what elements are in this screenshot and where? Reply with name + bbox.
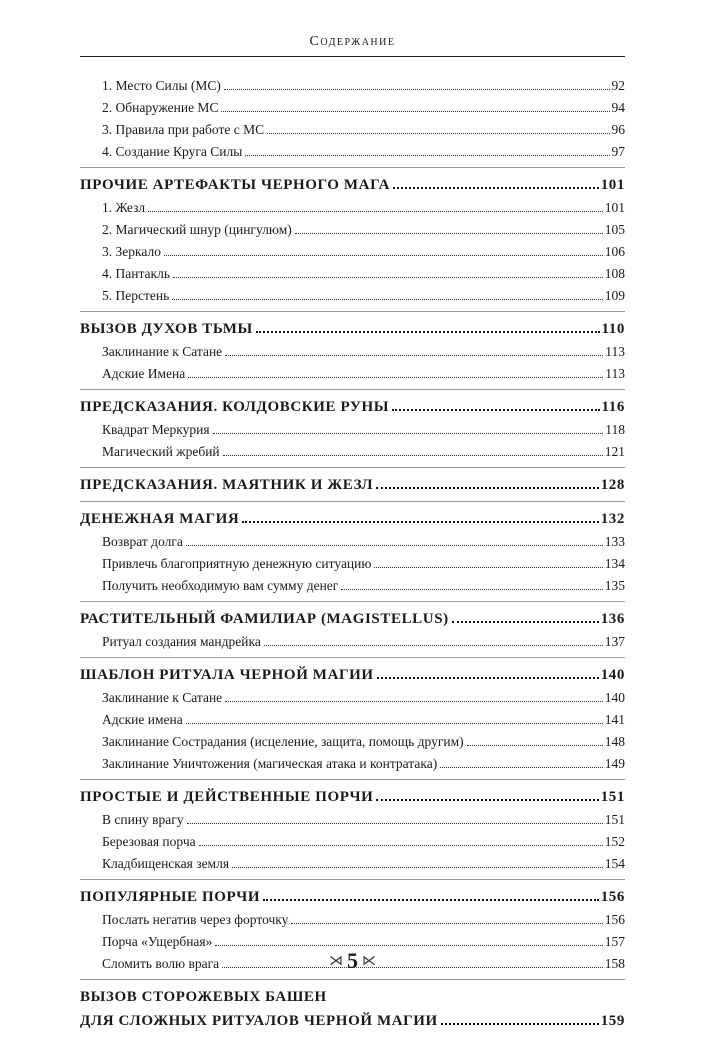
toc-heading[interactable]: [80, 395, 625, 419]
toc-subentry[interactable]: [80, 809, 625, 831]
dot-leader: [232, 867, 603, 868]
toc-entry-page: 151: [600, 789, 625, 805]
dot-leader: [221, 111, 609, 112]
toc-subentry[interactable]: [80, 263, 625, 285]
toc-entry-title: 5. Перстень: [102, 288, 170, 303]
toc-section: [80, 168, 625, 312]
toc-entry-page: 136: [600, 611, 625, 627]
toc-subentry[interactable]: [80, 341, 625, 363]
toc-entry-page: 121: [604, 444, 625, 459]
toc-heading[interactable]: [80, 173, 625, 197]
ornament-right-icon: ⋉: [362, 954, 376, 969]
toc-entry-page: 118: [605, 422, 625, 437]
toc-entry-page: 159: [600, 1013, 625, 1029]
toc-entry-page: 137: [604, 634, 625, 649]
toc-subentry[interactable]: [80, 285, 625, 307]
toc-subentry[interactable]: [80, 709, 625, 731]
toc-heading[interactable]: [80, 885, 625, 909]
toc-entry-title: Заклинание Сострадания (исцеление, защита, помощь другим): [102, 734, 464, 749]
toc-entry-page: 156: [604, 912, 625, 927]
toc-entry-page: 105: [604, 222, 625, 237]
toc-entry-page: 134: [604, 556, 625, 571]
toc-entry-page: 151: [604, 812, 625, 827]
toc-subentry[interactable]: [80, 119, 625, 141]
toc-subentry[interactable]: [80, 731, 625, 753]
toc-entry-page: 141: [604, 712, 625, 727]
toc-entry-title: Заклинание к Сатане: [102, 344, 223, 359]
toc-heading[interactable]: [80, 663, 625, 687]
toc-subentry[interactable]: [80, 197, 625, 219]
dot-leader: [441, 1023, 599, 1025]
toc-entry-page: 157: [604, 934, 625, 949]
toc-entry-title: Заклинание Уничтожения (магическая атака и контратака): [102, 756, 438, 771]
dot-leader: [215, 945, 602, 946]
toc-entry-page: 113: [605, 344, 625, 359]
toc-entry-title: Послать негатив через форточку: [102, 912, 289, 927]
toc-subentry[interactable]: [80, 531, 625, 553]
dot-leader: [188, 377, 603, 378]
toc-subentry[interactable]: [80, 909, 625, 931]
header-divider: [80, 56, 625, 57]
dot-leader: [173, 277, 603, 278]
toc-entry-title: 2. Магический шнур (цингулюм): [102, 222, 292, 237]
toc-entry-title: ВЫЗОВ ДУХОВ ТЬМЫ: [80, 321, 253, 337]
toc-subentry[interactable]: [80, 419, 625, 441]
toc-subentry[interactable]: [80, 753, 625, 775]
dot-leader: [224, 89, 610, 90]
toc-entry-page: 110: [601, 321, 625, 337]
toc-section: [80, 390, 625, 468]
toc-entry-title: ДЛЯ СЛОЖНЫХ РИТУАЛОВ ЧЕРНОЙ МАГИИ: [80, 1013, 438, 1029]
toc-entry-page: 149: [604, 756, 625, 771]
toc-entry-title: Кладбищенская земля: [102, 856, 230, 871]
toc-entry-title: Магический жребий: [102, 444, 220, 459]
dot-leader: [341, 589, 602, 590]
dot-leader: [172, 299, 602, 300]
dot-leader: [393, 187, 599, 189]
toc-entry-title: Возврат долга: [102, 534, 183, 549]
toc-heading[interactable]: [80, 507, 625, 531]
toc-entry-page: 109: [604, 288, 625, 303]
toc-entry-title: ПРЕДСКАЗАНИЯ. МАЯТНИК И ЖЕЗЛ: [80, 477, 374, 493]
toc-entry-page: 132: [600, 511, 625, 527]
toc-entry-page: 140: [604, 690, 625, 705]
toc-heading-line1[interactable]: ВЫЗОВ СТОРОЖЕВЫХ БАШЕН: [80, 989, 327, 1005]
toc-entry-title: 1. Место Силы (МС): [102, 78, 221, 93]
toc-subentry[interactable]: [80, 831, 625, 853]
toc-heading[interactable]: [80, 317, 625, 341]
toc-subentry[interactable]: [80, 363, 625, 385]
dot-leader: [187, 823, 603, 824]
toc-entry-page: 152: [604, 834, 625, 849]
toc-entry-title: Адские имена: [102, 712, 183, 727]
toc-heading-line2[interactable]: [80, 1009, 625, 1033]
toc-subentry[interactable]: [80, 97, 625, 119]
dot-leader: [452, 621, 599, 623]
toc-entry-title: Заклинание к Сатане: [102, 690, 223, 705]
dot-leader: [264, 645, 603, 646]
dot-leader: [376, 487, 598, 489]
toc-subentry[interactable]: [80, 553, 625, 575]
toc-section: [80, 780, 625, 880]
toc-subentry[interactable]: [80, 219, 625, 241]
toc-entry-title: 2. Обнаружение МС: [102, 100, 219, 115]
toc-subentry[interactable]: [80, 575, 625, 597]
dot-leader: [256, 331, 600, 333]
toc-heading[interactable]: [80, 607, 625, 631]
toc-heading[interactable]: [80, 785, 625, 809]
dot-leader: [267, 133, 609, 134]
dot-leader: [245, 155, 609, 156]
dot-leader: [223, 455, 603, 456]
toc-subentry[interactable]: [80, 687, 625, 709]
toc-section: [80, 602, 625, 658]
dot-leader: [263, 899, 599, 901]
dot-leader: [242, 521, 598, 523]
toc-entry-page: 108: [604, 266, 625, 281]
toc-entry-title: 1. Жезл: [102, 200, 146, 215]
toc-entry-title: 4. Пантакль: [102, 266, 170, 281]
toc-subentry[interactable]: [80, 631, 625, 653]
dot-leader: [225, 701, 603, 702]
dot-leader: [295, 233, 603, 234]
toc-subentry[interactable]: [80, 441, 625, 463]
toc-entry-page: 92: [611, 78, 625, 93]
toc-entry-page: 101: [600, 177, 625, 193]
running-header: Содержание: [309, 34, 396, 49]
toc-entry-title: РАСТИТЕЛЬНЫЙ ФАМИЛИАР (MAGISTELLUS): [80, 611, 449, 627]
toc-entry-title: Получить необходимую вам сумму денег: [102, 578, 339, 593]
toc-entry-title: Березовая порча: [102, 834, 196, 849]
table-of-contents: [80, 70, 625, 1037]
dot-leader: [440, 767, 603, 768]
toc-entry-page: 101: [604, 200, 625, 215]
toc-section: [80, 468, 625, 502]
toc-entry-page: 156: [600, 889, 625, 905]
dot-leader: [213, 433, 604, 434]
page-footer: [0, 948, 705, 974]
dot-leader: [186, 723, 603, 724]
toc-entry-title: ДЕНЕЖНАЯ МАГИЯ: [80, 511, 240, 527]
toc-entry-page: 113: [605, 366, 625, 381]
dot-leader: [467, 745, 603, 746]
toc-entry-title: 3. Зеркало: [102, 244, 161, 259]
toc-entry-title: Сломить волю врага: [102, 956, 220, 971]
toc-entry-page: 135: [604, 578, 625, 593]
toc-entry-page: 94: [611, 100, 625, 115]
toc-section: [80, 658, 625, 780]
toc-entry-page: 158: [604, 956, 625, 971]
dot-leader: [148, 211, 603, 212]
ornament-left-icon: ⋊: [329, 954, 343, 969]
toc-entry-page: 128: [600, 477, 625, 493]
toc-subentry[interactable]: [80, 853, 625, 875]
dot-leader: [199, 845, 603, 846]
toc-entry-page: 140: [600, 667, 625, 683]
toc-entry-page: 133: [604, 534, 625, 549]
toc-entry-title: Адские Имена: [102, 366, 186, 381]
page-number: 5: [347, 948, 358, 973]
dot-leader: [392, 409, 599, 411]
toc-entry-title: Порча «Ущербная»: [102, 934, 213, 949]
toc-entry-page: 148: [604, 734, 625, 749]
dot-leader: [225, 355, 603, 356]
toc-entry-title: Квадрат Меркурия: [102, 422, 210, 437]
dot-leader: [376, 799, 598, 801]
dot-leader: [186, 545, 603, 546]
toc-subentry[interactable]: [80, 241, 625, 263]
toc-section: [80, 502, 625, 602]
toc-subentry[interactable]: [80, 141, 625, 163]
toc-entry-page: 97: [611, 144, 625, 159]
dot-leader: [374, 567, 602, 568]
toc-entry-title: 4. Создание Круга Силы: [102, 144, 243, 159]
toc-entry-title: ПРОСТЫЕ И ДЕЙСТВЕННЫЕ ПОРЧИ: [80, 789, 374, 805]
toc-entry-page: 106: [604, 244, 625, 259]
toc-entry-title: ПОПУЛЯРНЫЕ ПОРЧИ: [80, 889, 261, 905]
toc-section: [80, 312, 625, 390]
toc-entry-page: 154: [604, 856, 625, 871]
dot-leader: [291, 923, 602, 924]
toc-entry-title: Ритуал создания мандрейка: [102, 634, 261, 649]
toc-entry-page: 96: [611, 122, 625, 137]
toc-subentry[interactable]: [80, 75, 625, 97]
toc-section-final: [80, 980, 625, 1037]
toc-entry-title: ПРОЧИЕ АРТЕФАКТЫ ЧЕРНОГО МАГА: [80, 177, 391, 193]
toc-section-continued: [80, 70, 625, 168]
toc-entry-title: ШАБЛОН РИТУАЛА ЧЕРНОЙ МАГИИ: [80, 667, 374, 683]
toc-entry-title: В спину врагу: [102, 812, 184, 827]
toc-entry-title: Привлечь благоприятную денежную ситуацию: [102, 556, 372, 571]
toc-entry-title: 3. Правила при работе с МС: [102, 122, 265, 137]
dot-leader: [164, 255, 603, 256]
toc-entry-title: ПРЕДСКАЗАНИЯ. КОЛДОВСКИЕ РУНЫ: [80, 399, 390, 415]
dot-leader: [377, 677, 599, 679]
toc-heading[interactable]: [80, 473, 625, 497]
toc-entry-page: 116: [601, 399, 625, 415]
